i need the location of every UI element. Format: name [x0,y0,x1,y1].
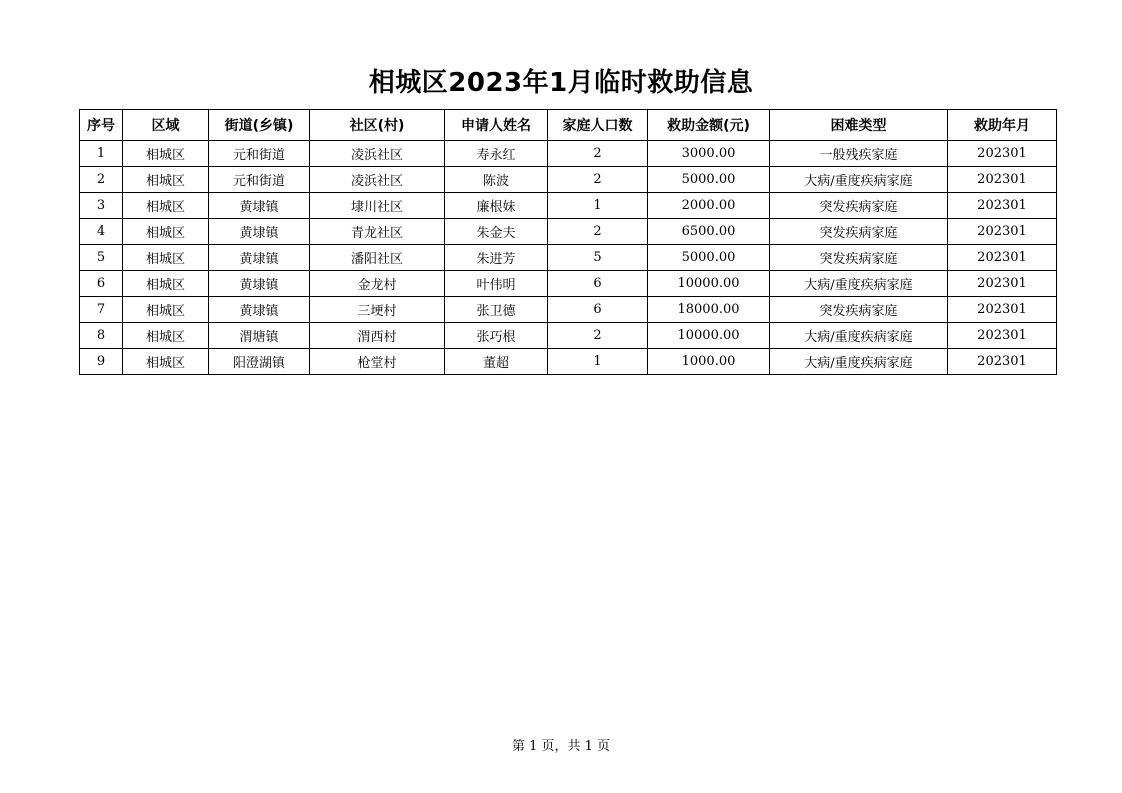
page-footer: 第 1 页，共 1 页 [511,739,611,754]
cell-household-size: 2 [548,323,648,349]
cell-applicant: 董超 [445,349,548,375]
header-hardship-type: 困难类型 [770,110,948,141]
cell-amount: 10000.00 [648,271,770,297]
table-header-row [80,110,1057,141]
cell-hardship-type: 大病/重度疾病家庭 [770,271,948,297]
cell-district: 相城区 [123,167,209,193]
header-community: 社区(村) [310,110,445,141]
cell-street: 黄埭镇 [209,219,310,245]
cell-amount: 2000.00 [648,193,770,219]
page-title: 相城区2023年1月临时救助信息 [368,68,754,98]
table-row [80,297,1057,323]
cell-hardship-type: 突发疾病家庭 [770,297,948,323]
cell-household-size: 6 [548,297,648,323]
cell-street: 元和街道 [209,141,310,167]
cell-period: 202301 [948,193,1057,219]
cell-street: 阳澄湖镇 [209,349,310,375]
cell-district: 相城区 [123,271,209,297]
cell-amount: 18000.00 [648,297,770,323]
cell-index: 9 [80,349,123,375]
cell-hardship-type: 大病/重度疾病家庭 [770,349,948,375]
cell-applicant: 朱进芳 [445,245,548,271]
cell-community: 潘阳社区 [310,245,445,271]
cell-household-size: 5 [548,245,648,271]
table-row [80,245,1057,271]
relief-table [79,109,1057,375]
header-index: 序号 [80,110,123,141]
cell-street: 黄埭镇 [209,193,310,219]
cell-district: 相城区 [123,349,209,375]
cell-community: 凌浜社区 [310,167,445,193]
header-period: 救助年月 [948,110,1057,141]
cell-community: 枪堂村 [310,349,445,375]
cell-index: 2 [80,167,123,193]
cell-hardship-type: 突发疾病家庭 [770,193,948,219]
table-row [80,271,1057,297]
cell-street: 黄埭镇 [209,297,310,323]
cell-district: 相城区 [123,193,209,219]
cell-period: 202301 [948,245,1057,271]
cell-district: 相城区 [123,219,209,245]
header-household-size: 家庭人口数 [548,110,648,141]
cell-district: 相城区 [123,323,209,349]
cell-applicant: 张卫德 [445,297,548,323]
cell-index: 7 [80,297,123,323]
cell-street: 黄埭镇 [209,245,310,271]
cell-household-size: 1 [548,193,648,219]
cell-community: 埭川社区 [310,193,445,219]
table-row [80,141,1057,167]
cell-hardship-type: 突发疾病家庭 [770,219,948,245]
header-district: 区域 [123,110,209,141]
cell-household-size: 6 [548,271,648,297]
table-row [80,167,1057,193]
cell-household-size: 2 [548,167,648,193]
header-street: 街道(乡镇) [209,110,310,141]
cell-hardship-type: 一般残疾家庭 [770,141,948,167]
cell-street: 黄埭镇 [209,271,310,297]
cell-amount: 3000.00 [648,141,770,167]
cell-amount: 5000.00 [648,167,770,193]
cell-index: 3 [80,193,123,219]
cell-period: 202301 [948,219,1057,245]
header-applicant: 申请人姓名 [445,110,548,141]
cell-applicant: 陈波 [445,167,548,193]
cell-applicant: 朱金夫 [445,219,548,245]
cell-community: 渭西村 [310,323,445,349]
cell-hardship-type: 大病/重度疾病家庭 [770,167,948,193]
cell-amount: 5000.00 [648,245,770,271]
cell-applicant: 叶伟明 [445,271,548,297]
cell-street: 元和街道 [209,167,310,193]
cell-household-size: 2 [548,219,648,245]
cell-household-size: 2 [548,141,648,167]
cell-community: 三埂村 [310,297,445,323]
cell-amount: 6500.00 [648,219,770,245]
cell-district: 相城区 [123,141,209,167]
cell-period: 202301 [948,167,1057,193]
cell-applicant: 廉根妹 [445,193,548,219]
table-row [80,193,1057,219]
table-row [80,349,1057,375]
header-amount: 救助金额(元) [648,110,770,141]
cell-community: 青龙社区 [310,219,445,245]
cell-period: 202301 [948,297,1057,323]
cell-index: 4 [80,219,123,245]
cell-index: 6 [80,271,123,297]
cell-hardship-type: 突发疾病家庭 [770,245,948,271]
cell-street: 渭塘镇 [209,323,310,349]
cell-index: 1 [80,141,123,167]
cell-district: 相城区 [123,245,209,271]
cell-period: 202301 [948,141,1057,167]
cell-index: 5 [80,245,123,271]
table-row [80,219,1057,245]
cell-index: 8 [80,323,123,349]
cell-applicant: 寿永红 [445,141,548,167]
cell-hardship-type: 大病/重度疾病家庭 [770,323,948,349]
cell-community: 凌浜社区 [310,141,445,167]
cell-applicant: 张巧根 [445,323,548,349]
cell-period: 202301 [948,323,1057,349]
cell-amount: 10000.00 [648,323,770,349]
cell-amount: 1000.00 [648,349,770,375]
cell-community: 金龙村 [310,271,445,297]
cell-district: 相城区 [123,297,209,323]
cell-period: 202301 [948,349,1057,375]
table-row [80,323,1057,349]
cell-period: 202301 [948,271,1057,297]
cell-household-size: 1 [548,349,648,375]
